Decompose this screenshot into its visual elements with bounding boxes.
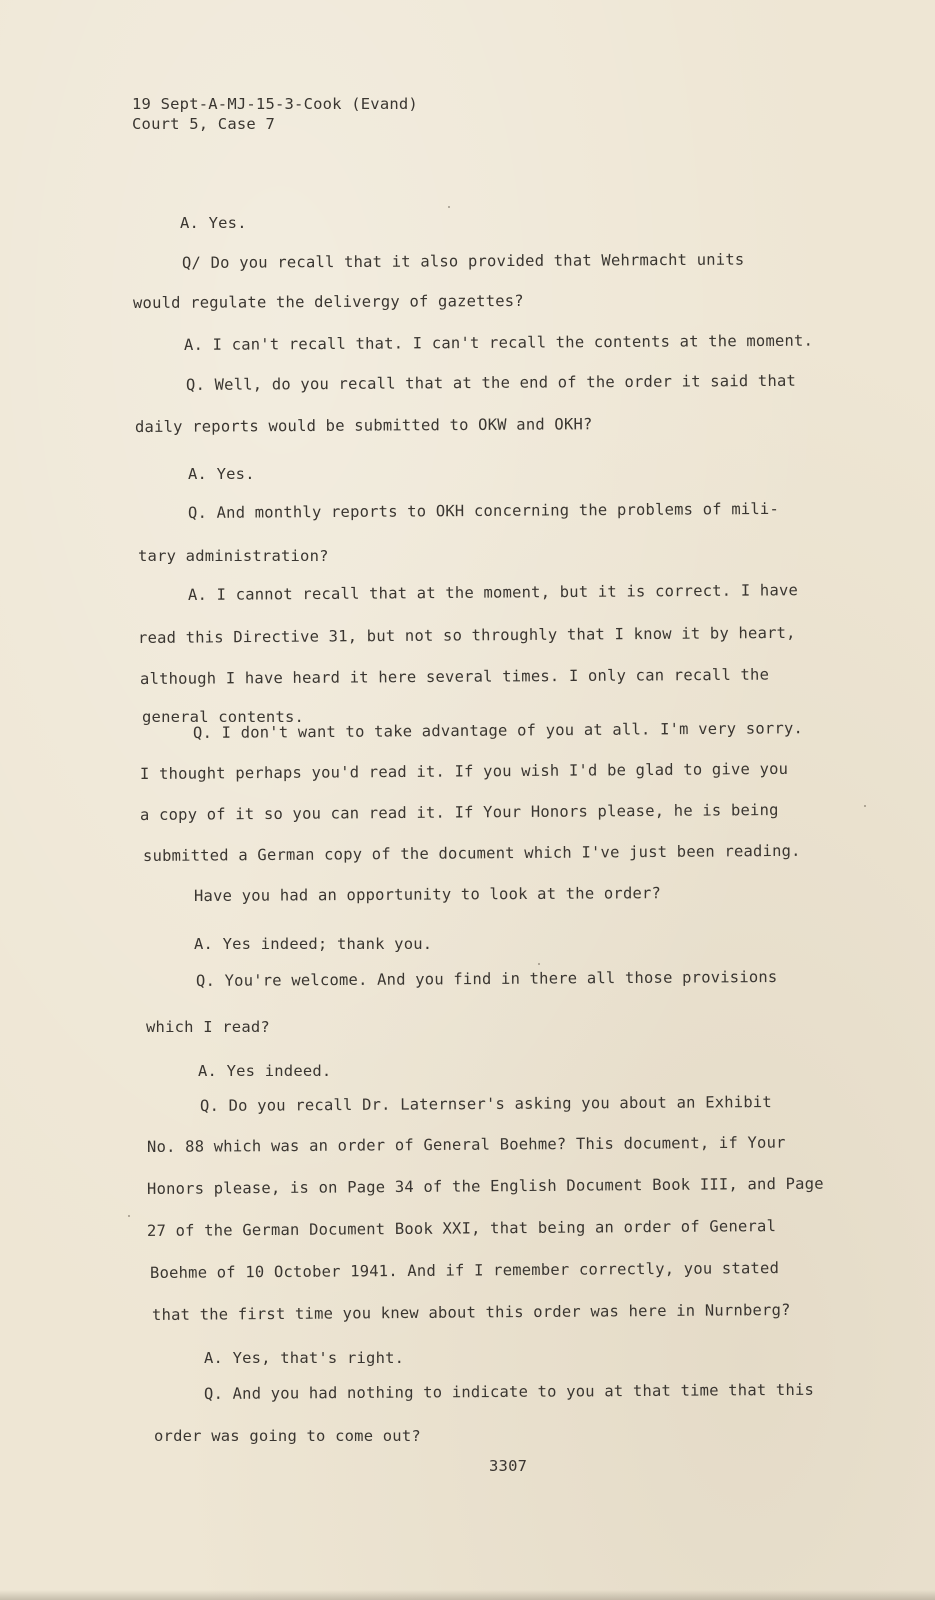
transcript-line: which I read? [146, 1018, 270, 1036]
transcript-line: A. Yes. [188, 465, 255, 483]
transcript-line: A. Yes, that's right. [204, 1349, 405, 1367]
transcript-line: A. I can't recall that. I can't recall the contents at the moment. [183, 331, 814, 354]
transcript-line: order was going to come out? [154, 1427, 421, 1445]
transcript-line: although I have heard it here several times. I only can recall the [139, 665, 770, 688]
transcript-line: Q. Do you recall Dr. Laternser's asking you about an Exhibit [199, 1093, 772, 1115]
paper-speck [538, 963, 540, 965]
paper-bottom-edge [0, 1590, 935, 1600]
transcript-line: would regulate the delivergy of gazettes? [132, 291, 524, 312]
paper-speck [448, 206, 450, 208]
transcript-line: general contents. [142, 708, 305, 726]
transcript-line: Q. You're welcome. And you find in there all those provisions [195, 967, 778, 990]
header-court-line: Court 5, Case 7 [132, 115, 275, 133]
paper-speck [128, 1215, 130, 1217]
transcript-line: 27 of the German Document Book XXI, that being an order of General [146, 1217, 777, 1240]
transcript-line: that the first time you knew about this order was here in Nurnberg? [151, 1300, 791, 1324]
transcript-line: Q. And you had nothing to indicate to you at that time that this [203, 1380, 815, 1403]
transcript-line: Q. And monthly reports to OKH concerning the problems of mili- [187, 499, 780, 522]
transcript-line: tary administration? [138, 547, 329, 565]
paper-speck [864, 805, 866, 807]
page-number: 3307 [489, 1457, 528, 1475]
transcript-line: No. 88 which was an order of General Boehme? This document, if Your [146, 1133, 786, 1156]
transcript-line: Boehme of 10 October 1941. And if I remember correctly, you stated [149, 1259, 780, 1282]
transcript-line: a copy of it so you can read it. If Your Honors please, he is being [139, 800, 779, 824]
transcript-line: Q. Well, do you recall that at the end of the order it said that [185, 371, 797, 394]
transcript-line: Q. I don't want to take advantage of you at all. I'm very sorry. [192, 719, 804, 742]
header-docket-line: 19 Sept-A-MJ-15-3-Cook (Evand) [132, 95, 418, 113]
transcript-line: A. Yes indeed. [198, 1062, 332, 1080]
transcript-line: A. I cannot recall that at the moment, but it is correct. I have [187, 581, 799, 604]
transcript-line: Q/ Do you recall that it also provided that Wehrmacht units [181, 250, 745, 272]
transcript-line: I thought perhaps you'd read it. If you wish I'd be glad to give you [139, 759, 789, 783]
transcript-line: daily reports would be submitted to OKW and OKH? [134, 415, 593, 436]
transcript-line: Have you had an opportunity to look at the order? [193, 884, 662, 905]
transcript-line: Honors please, is on Page 34 of the English Document Book III, and Page [146, 1174, 824, 1198]
transcript-line: A. Yes. [180, 214, 247, 232]
transcript-line: submitted a German copy of the document which I've just been reading. [142, 841, 801, 865]
transcript-line: A. Yes indeed; thank you. [194, 935, 433, 953]
transcript-line: read this Directive 31, but not so throughly that I know it by heart, [137, 623, 796, 647]
